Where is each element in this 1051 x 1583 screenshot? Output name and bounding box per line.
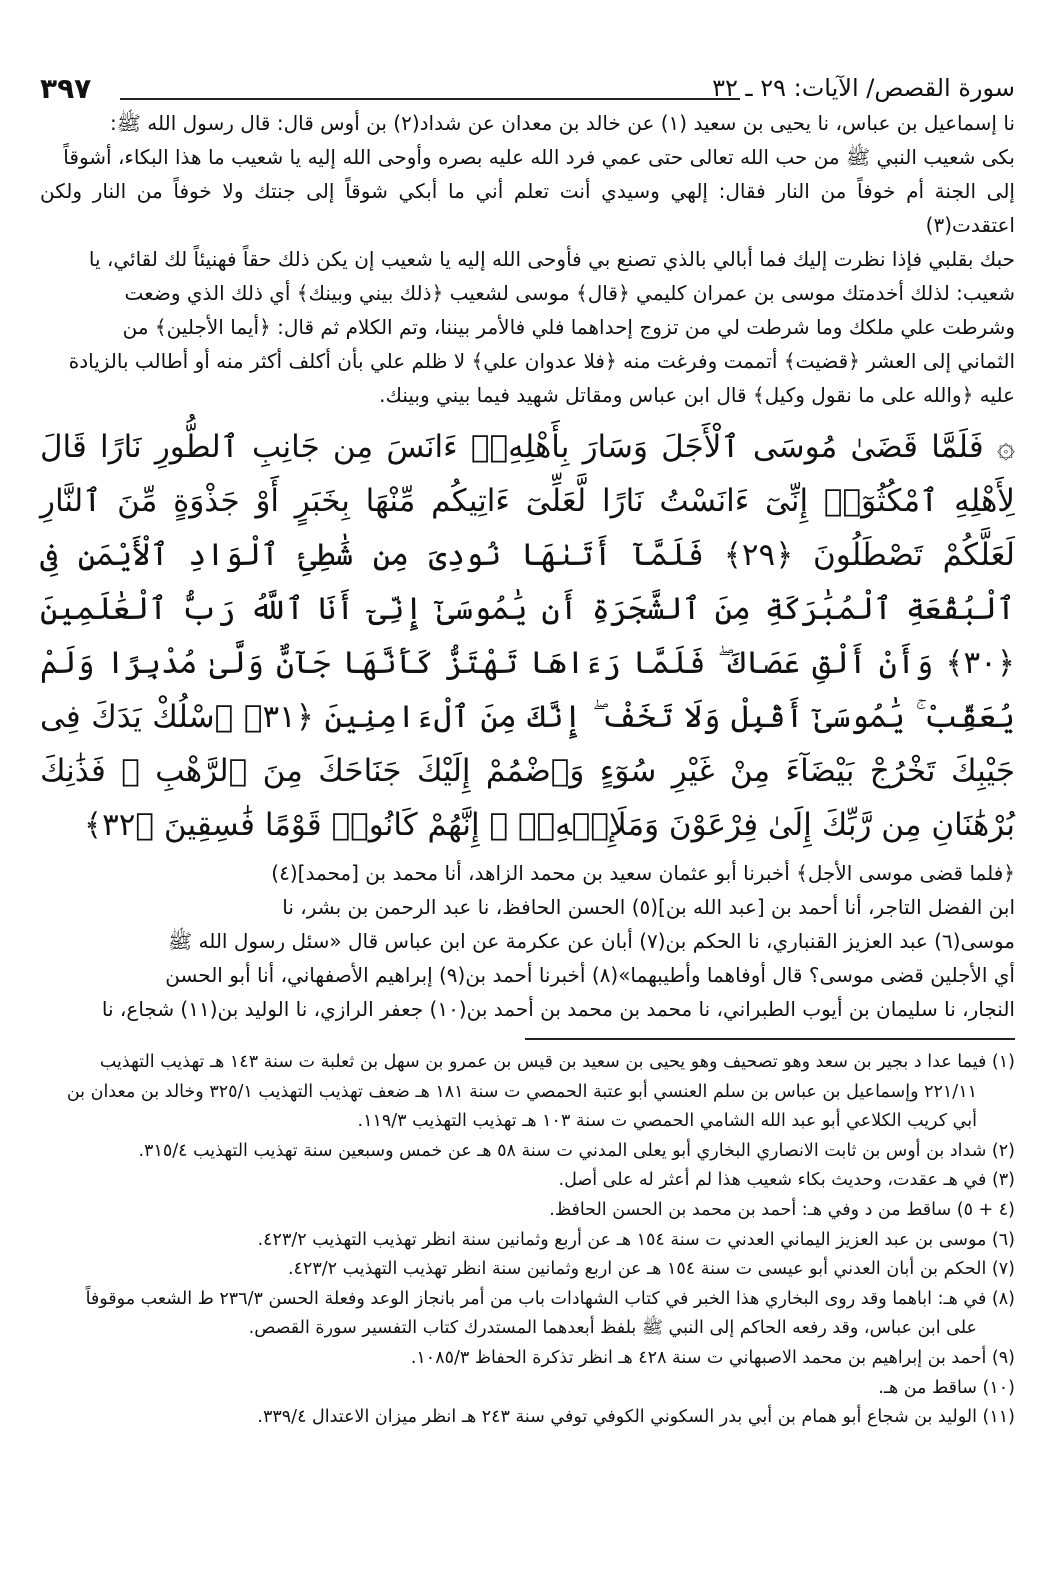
- text-line: بكى شعيب النبي ﷺ من حب الله تعالى حتى عمي فرد الله عليه بصره وأوحى الله إليه يا شعيب ما هذا البكاء، أشوقاً: [63, 145, 1015, 169]
- text-line: الثماني إلى العشر ﴿قضيت﴾ أتممت وفرغت منه ﴿فلا عدوان علي﴾ لا ظلم علي بأن أكلف أكثر منه أو أطالب بالزيادة: [68, 349, 1015, 373]
- text-line: حبك بقلبي فإذا نظرت إليك فما أبالي بالذي تصنع بي فأوحى الله إليه يا شعيب إن يكن ذلك حقاً فهنيئاً لك لقائي، يا: [88, 247, 1015, 271]
- text-line: نا إسماعيل بن عباس، نا يحيى بن سعيد (١) عن خالد بن معدان عن شداد(٢) بن أوس قال: قال رسول الله ﷺ:: [110, 111, 1015, 135]
- footnote-separator: [525, 1038, 1015, 1040]
- text-line: شعيب: لذلك أخدمتك موسى بن عمران كليمي ﴿قال﴾ موسى لشعيب ﴿ذلك بيني وبينك﴾ أي ذلك الذي وضعت: [124, 281, 1015, 305]
- text-line: ابن الفضل التاجر، أنا أحمد بن [عبد الله بن](٥) الحسن الحافظ، نا عبد الرحمن بن بشر، نا: [282, 895, 1015, 919]
- footnotes: [40, 1048, 1015, 1433]
- footnote-line: (١) فيما عدا د بجير بن سعد وهو تصحيف وهو يحيى بن سعيد بن قيس بن عمرو بن سهل بن ثعلبة ت سنة ١٤٣ هـ تهذيب التهذيب: [99, 1052, 1015, 1072]
- footnote: (٢) شداد بن أوس بن ثابت الانصاري البخاري أبو يعلى المدني ت سنة ٥٨ هـ عن خمس وسبعين سنة تهذيب التهذيب ٣١٥/٤.: [138, 1140, 1015, 1161]
- header-rule: [120, 98, 740, 100]
- text-line: عليه ﴿والله على ما نقول وكيل﴾ قال ابن عباس ومقاتل شهيد فيما بيني وبينك.: [379, 383, 1015, 407]
- text-line: ﴿فلما قضى موسى الأجل﴾ أخبرنا أبو عثمان سعيد بن محمد الزاهد، أنا محمد بن [محمد](٤): [271, 861, 1015, 885]
- footnote: [40, 1285, 1015, 1344]
- commentary-paragraph-2: [40, 856, 1015, 1026]
- footnote: (٤ + ٥) ساقط من د وفي هـ: أحمد بن محمد بن الحسن الحافظ.: [549, 1199, 1015, 1220]
- page-number: ٣٩٧: [40, 72, 92, 105]
- text-line: أي الأجلين قضى موسى؟ قال أوفاهما وأطيبهما»(٨) أخبرنا أحمد بن(٩) إبراهيم الأصفهاني، أنا أبو الحسن: [165, 963, 1015, 987]
- commentary-paragraph-1: [40, 106, 1015, 412]
- quran-verses: ۞ فَلَمَّا قَضَىٰ مُوسَى ٱلْأَجَلَ وَسَارَ بِأَهْلِهِۦٓ ءَانَسَ مِن جَانِبِ ٱلطُّورِ نَارًا قَالَ لِأَهْلِهِ ٱمْكُثُوٓا۟ إِنِّىٓ ءَانَسْتُ نَارًا لَّعَلِّىٓ ءَاتِيكُم مِّنْهَا بِخَبَرٍ أَوْ جَذْوَةٍ مِّنَ ٱلنَّارِ لَعَلَّكُمْ تَصْطَلُونَ ﴿٢٩﴾ فَلَمَّآ أَتَىٰهَا نُودِىَ مِن شَٰطِئِ ٱلْوَادِ ٱلْأَيْمَنِ فِى ٱلْبُقْعَةِ ٱلْمُبَٰرَكَةِ مِنَ ٱلشَّجَرَةِ أَن يَٰمُوسَىٰٓ إِنِّىٓ أَنَا ٱللَّهُ رَبُّ ٱلْعَٰلَمِينَ ﴿٣٠﴾ وَأَنْ أَلْقِ عَصَاكَ ۖ فَلَمَّا رَءَاهَا تَهْتَزُّ كَأَنَّهَا جَآنٌّ وَلَّىٰ مُدْبِرًا وَلَمْ يُعَقِّبْ ۚ يَٰمُوسَىٰٓ أَقْبِلْ وَلَا تَخَفْ ۖ إِنَّكَ مِنَ ٱلْءَامِنِينَ ﴿٣١﴾ ٱسْلُكْ يَدَكَ فِى جَيْبِكَ تَخْرُجْ بَيْضَآءَ مِنْ غَيْرِ سُوٓءٍ وَٱضْمُمْ إِلَيْكَ جَنَاحَكَ مِنَ ٱلرَّهْبِ ۖ فَذَٰنِكَ بُرْهَٰنَانِ مِن رَّبِّكَ إِلَىٰ فِرْعَوْنَ وَمَلَإِي۟هِۦٓ ۚ إِنَّهُمْ كَانُوا۟ قَوْمًا فَٰسِقِينَ ﴿٣٢﴾: [40, 429, 1015, 843]
- footnote-line: ٢٢١/١١ وإسماعيل بن عباس بن سلم العنسي أبو عتبة الحمصي ت سنة ١٨١ هـ ضعف تهذيب التهذيب ٣٢٥/١ وخالد بن معدان بن: [66, 1081, 977, 1102]
- footnote: (٧) الحكم بن أبان العدني أبو عيسى ت سنة ١٥٤ هـ عن اربع وثمانين سنة انظر تهذيب التهذيب ٤٢٣/٢.: [287, 1259, 1015, 1280]
- footnote: (٩) أحمد بن إبراهيم بن محمد الاصبهاني ت سنة ٤٢٨ هـ انظر تذكرة الحفاظ ١٠٨٥/٣.: [410, 1347, 1015, 1368]
- footnote-line: على ابن عباس، وقد رفعه الحاكم إلى النبي ﷺ بلفظ أبعدهما المستدرك كتاب التفسير سورة القصص.: [248, 1318, 977, 1339]
- surah-title: سورة القصص/ الآيات: ٢٩ ـ ٣٢: [712, 74, 1015, 102]
- text-line: النجار، نا سليمان بن أيوب الطبراني، نا محمد بن محمد بن أحمد بن(١٠) جعفر الرازي، نا الوليد بن(١١) شجاع، نا: [101, 997, 1015, 1021]
- book-page: [40, 60, 1015, 1433]
- page-header: [40, 60, 1015, 106]
- footnote: [40, 1048, 1015, 1137]
- text-line: موسى(٦) عبد العزيز القنباري، نا الحكم بن(٧) أبان عن عكرمة عن ابن عباس قال «سئل رسول الله ﷺ: [167, 929, 1015, 953]
- footnote: (١٠) ساقط من هـ.: [878, 1377, 1015, 1398]
- text-line: إلى الجنة أم خوفاً من النار فقال: إلهي وسيدي أنت تعلم أني ما أبكي شوقاً إلى جنتك ولا خوفاً من النار ولكن اعتقدت(٣): [40, 179, 1015, 237]
- footnote: (٣) في هـ عقدت، وحديث بكاء شعيب هذا لم أعثر له على أصل.: [558, 1170, 1015, 1191]
- footnote: (٦) موسى بن عبد العزيز اليماني العدني ت سنة ١٥٤ هـ عن أربع وثمانين سنة انظر تهذيب التهذيب ٤٢٣/٢.: [257, 1229, 1015, 1250]
- footnote-line: أبي كريب الكلاعي أبو عبد الله الشامي الحمصي ت سنة ١٠٣ هـ تهذيب التهذيب ١١٩/٣.: [357, 1111, 977, 1132]
- text-line: وشرطت علي ملكك وما شرطت لي من تزوج إحداهما فلي فالأمر بيننا، وتم الكلام ثم قال: ﴿أيما الأجلين﴾ من: [122, 315, 1015, 339]
- footnote: (١١) الوليد بن شجاع أبو همام بن أبي بدر السكوني الكوفي توفي سنة ٢٤٣ هـ انظر ميزان الاعتدال ٣٣٩/٤.: [257, 1407, 1015, 1428]
- footnote-line: (٨) في هـ: اباهما وقد روى البخاري هذا الخبر في كتاب الشهادات باب من أمر بانجاز الوعد وفعلة الحسن ٢٣٦/٣ ط الشعب موقوفاً: [85, 1288, 1015, 1309]
